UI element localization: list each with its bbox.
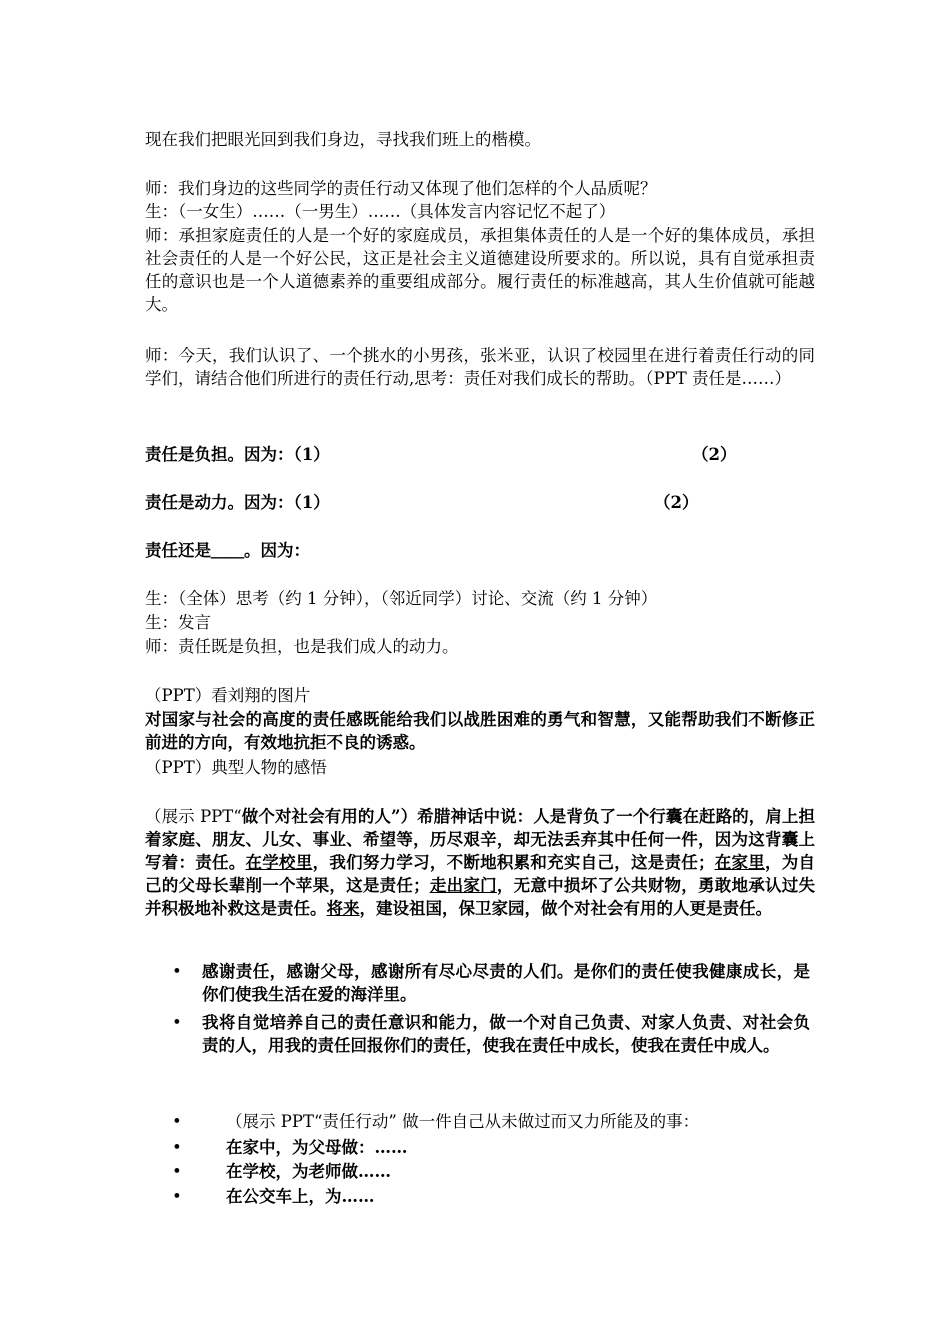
bullet-text: 我将自觉培养自己的责任意识和能力，做一个对自己负责、对家人负责、对社会负责的人，用我的责任回报你们的责任，使我在责任中成长，使我在责任中成人。 bbox=[202, 1013, 810, 1055]
prompt-power-2: （2） bbox=[654, 493, 699, 512]
student-response: 生：（一女生）……（一男生）……（具体发言内容记忆不起了） bbox=[145, 202, 616, 221]
teacher-today: 师：今天，我们认识了、一个挑水的小男孩，张米亚，认识了校园里在进行着责任行动的同学们，请结合他们所进行的责任行动,思考：责任对我们成长的帮助。（PPT 责任是……） bbox=[145, 346, 815, 388]
bullet-text: 感谢责任，感谢父母，感谢所有尽心尽责的人们。是你们的责任使我健康成长，是你们使我生活在爱的海洋里。 bbox=[202, 962, 810, 1004]
ppt-liuxiang: （PPT）看刘翔的图片 bbox=[145, 686, 311, 705]
bullet-dot: • bbox=[172, 1162, 182, 1181]
teacher-answer: 师：承担家庭责任的人是一个好的家庭成员，承担集体责任的人是一个好的集体成员，承担社会责任的人是一个好公民，这正是社会主义道德建设所要求的。所以说，具有自觉承担责任的意识也是一个人道德素养的重要组成部分。履行责任的标准越高，其人生价值就可能越大。 bbox=[145, 226, 815, 314]
bullet-dot: • bbox=[172, 1013, 182, 1032]
prompt-burden: 责任是负担。因为：（1） bbox=[145, 445, 330, 464]
ppt-typical: （PPT）典型人物的感悟 bbox=[145, 758, 327, 777]
action-item-text: 在学校，为老师做…… bbox=[226, 1162, 391, 1181]
prompt-also: 责任还是＿＿。因为： bbox=[145, 541, 310, 560]
action-item-text: 在家中，为父母做：…… bbox=[226, 1138, 408, 1157]
myth-title: 做个对社会有用的人”） bbox=[241, 807, 418, 826]
teacher-question: 师：我们身边的这些同学的责任行动又体现了他们怎样的个人品质呢？ bbox=[145, 179, 657, 198]
myth-u-school: 在学校里 bbox=[245, 853, 313, 872]
myth-p5: ，建设祖国，保卫家园，做个对社会有用的人更是责任。 bbox=[359, 899, 772, 918]
myth-u-out: 走出家门 bbox=[429, 876, 497, 895]
bullet-dot: • bbox=[172, 1138, 182, 1157]
bullet-dot: • bbox=[172, 1112, 182, 1131]
bullet-dot: • bbox=[172, 1187, 182, 1206]
intro-line: 现在我们把眼光回到我们身边，寻找我们班上的楷模。 bbox=[145, 130, 541, 149]
student-think: 生：（全体）思考（约 1 分钟），（邻近同学）讨论、交流（约 1 分钟） bbox=[145, 589, 658, 608]
myth-u-home: 在家里 bbox=[714, 853, 766, 872]
myth-u-future: 将来 bbox=[326, 899, 360, 918]
myth-p2: ，我们努力学习，不断地积累和充实自己，这是责任； bbox=[312, 853, 715, 872]
action-item-text: 在公交车上，为…… bbox=[226, 1187, 375, 1206]
action-head: （展示 PPT“责任行动” 做一件自己从未做过而又力所能及的事： bbox=[226, 1112, 700, 1131]
myth-p4: ，无意中损坏了公共财物，勇敢地承认过失并积极地补救这是责任。 bbox=[145, 876, 816, 918]
student-speak: 生：发言 bbox=[145, 613, 211, 632]
prompt-burden-2: （2） bbox=[692, 445, 737, 464]
teacher-conclusion: 师：责任既是负担，也是我们成人的动力。 bbox=[145, 637, 459, 656]
myth-p3: ，为自己的父母长辈削一个苹果，这是责任； bbox=[145, 853, 816, 895]
prompt-power: 责任是动力。因为：（1） bbox=[145, 493, 330, 512]
myth-paragraph bbox=[145, 805, 815, 920]
myth-p1: 希腊神话中说：人是背负了一个行囊在赶路的，肩上担着家庭、朋友、儿女、事业、希望等，历尽艰辛，却无法丢弃其中任何一件，因为这背囊上写着：责任。 bbox=[145, 807, 816, 872]
bullet-dot: • bbox=[172, 962, 182, 981]
quote-paragraph: 对国家与社会的高度的责任感既能给我们以战胜困难的勇气和智慧，又能帮助我们不断修正前进的方向，有效地抗拒不良的诱惑。 bbox=[145, 710, 815, 752]
myth-lead: （展示 PPT“ bbox=[145, 807, 242, 826]
